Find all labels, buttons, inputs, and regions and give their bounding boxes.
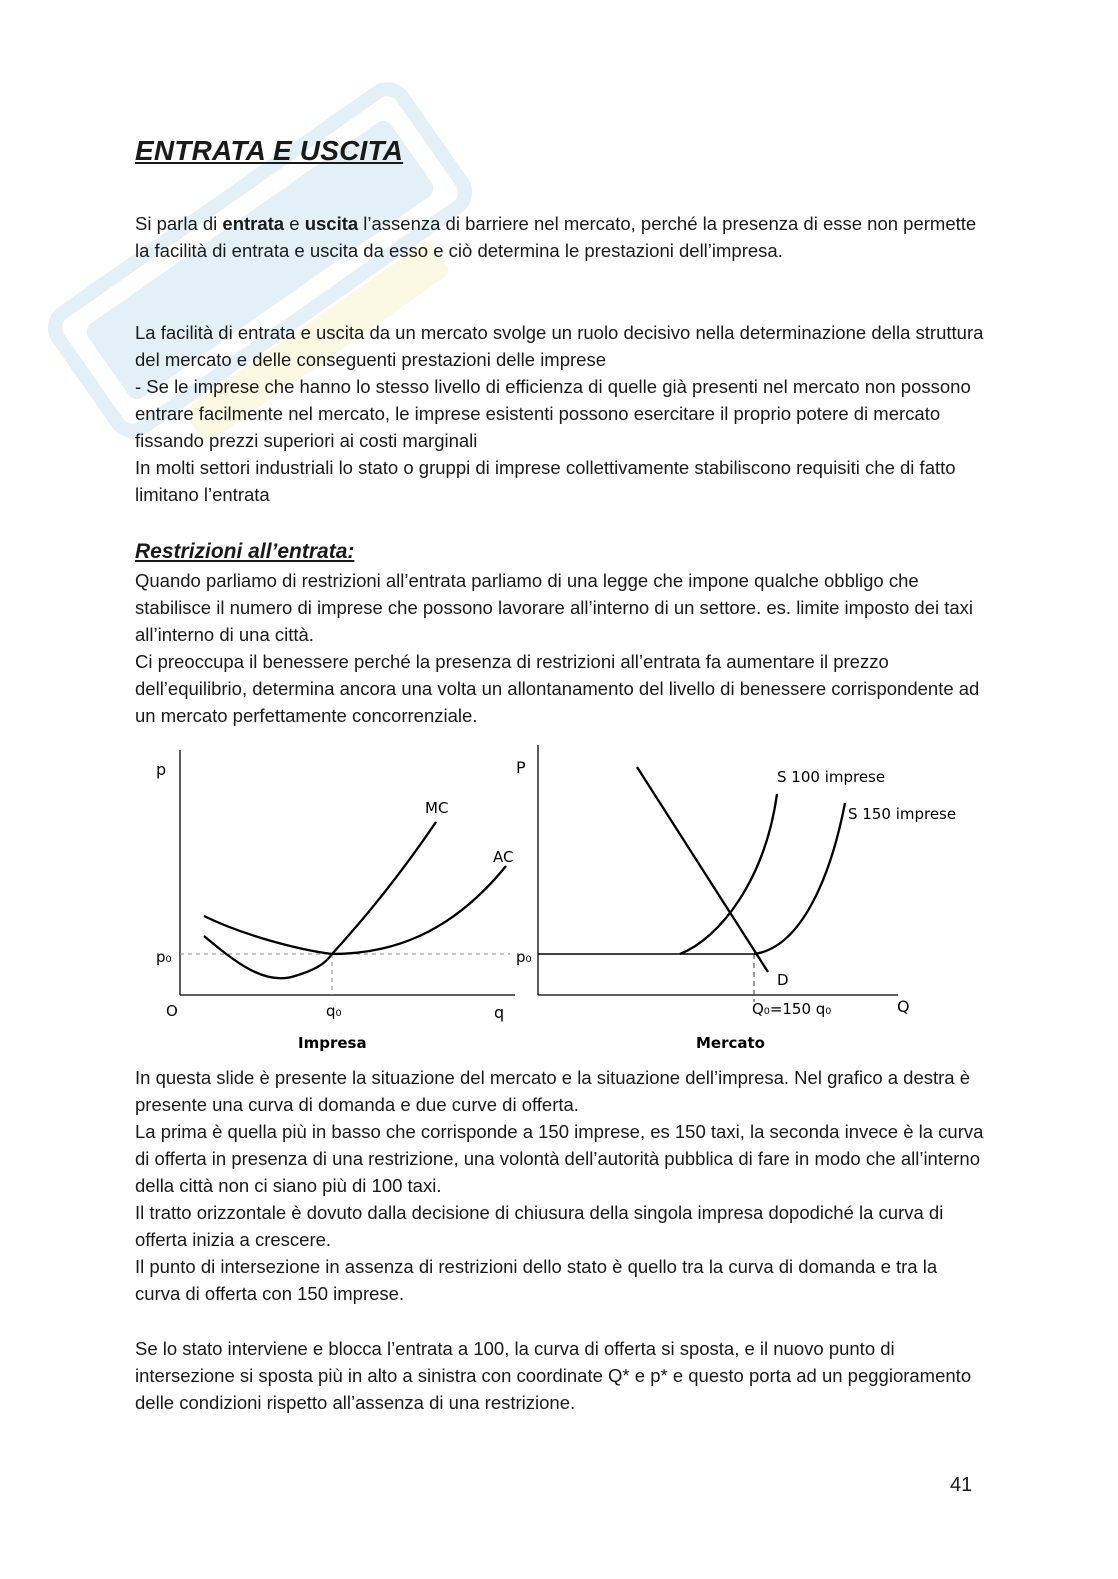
chart-impresa [156, 750, 515, 1052]
series-label-ac: AC [493, 848, 514, 866]
chart-title-mercato: Mercato [696, 1034, 765, 1052]
bold-entrata: entrata [222, 213, 285, 234]
series-label-d: D [777, 971, 789, 989]
x-axis-label: Q [897, 997, 910, 1016]
intro-paragraph: Si parla di entrata e uscita l’assenza di barriere nel mercato, perché la presenza di esse non permette la facilità di entrata e uscita da esso e ciò determina le prestazioni dell’impresa. [135, 213, 977, 261]
x-axis-label: q [494, 1003, 505, 1022]
y-axis-label: p [156, 760, 167, 779]
curve-mc [204, 822, 436, 978]
page-title: ENTRATA E USCITA [135, 135, 404, 166]
text-line: La facilità di entrata e uscita da un mercato svolge un ruolo decisivo nella determinazione della struttura del mercato e delle conseguenti prestazioni delle imprese [135, 322, 984, 370]
economics-figure [150, 740, 990, 1060]
price-label: p₀ [516, 948, 532, 966]
text-line: In molti settori industriali lo stato o gruppi di imprese collettivamente stabiliscono requisiti che di fatto limitano l’entrata [135, 457, 956, 505]
text-line: Il punto di intersezione in assenza di restrizioni dello stato è quello tra la curva di domanda e tra la curva di offerta con 150 imprese. [135, 1256, 938, 1304]
text-line: Quando parliamo di restrizioni all’entrata parliamo di una legge che impone qualche obbligo che stabilisce il numero di imprese che possono lavorare all’interno di un settore. es. limite imposto dei taxi all’interno di una città. [135, 570, 974, 645]
text-line: In questa slide è presente la situazione del mercato e la situazione dell’impresa. Nel grafico a destra è presente una curva di domanda e due curve di offerta. [135, 1067, 971, 1115]
chart-mercato [516, 745, 956, 1052]
text-line: Se lo stato interviene e blocca l’entrata a 100, la curva di offerta si sposta, e il nuovo punto di intersezione si sposta più in alto a sinistra con coordinate Q* e p* e questo porta ad un peggioramento delle condizioni rispetto all’assenza di una restrizione. [135, 1338, 972, 1413]
chart-title-impresa: Impresa [298, 1034, 367, 1052]
curve-supply-100 [680, 794, 777, 954]
series-label-s100: S 100 imprese [777, 768, 886, 786]
page-number: 41 [950, 1474, 973, 1496]
curve-ac [204, 866, 506, 954]
paragraph-restrictions [135, 567, 985, 729]
bold-uscita: uscita [304, 213, 359, 234]
series-label-mc: MC [425, 799, 449, 817]
section-subtitle: Restrizioni all’entrata: [135, 540, 355, 563]
origin-label: O [166, 1002, 178, 1020]
text-line: La prima è quella più in basso che corrisponde a 150 imprese, es 150 taxi, la seconda invece è la curva di offerta in presenza di una restrizione, una volontà dell’autorità pubblica di fare in modo che all’interno della città non ci siano più di 100 taxi. [135, 1121, 984, 1196]
text-line: Ci preoccupa il benessere perché la presenza di restrizioni all’entrata fa aumentare il prezzo dell’equilibrio, determina ancora una volta un allontanamento del livello di benessere corrispondente ad un mercato perfettamente concorrenziale. [135, 651, 980, 726]
curve-supply-150 [754, 803, 845, 954]
quantity-label: q₀ [326, 1002, 342, 1020]
text-line: - Se le imprese che hanno lo stesso livello di efficienza di quelle già presenti nel mercato non possono entrare facilmente nel mercato, le imprese esistenti possono esercitare il proprio potere di mercato fissando prezzi superiori ai costi marginali [135, 376, 971, 451]
price-label: p₀ [156, 948, 172, 966]
paragraph-explanation [135, 1064, 985, 1307]
text-line: Il tratto orizzontale è dovuto dalla decisione di chiusura della singola impresa dopodiché la curva di offerta inizia a crescere. [135, 1202, 944, 1250]
paragraph-conclusion [135, 1335, 985, 1416]
paragraph-market-structure [135, 319, 985, 508]
series-label-s150: S 150 imprese [848, 805, 957, 823]
equilibrium-label: Q₀=150 q₀ [752, 1000, 832, 1018]
y-axis-label: P [516, 758, 526, 777]
